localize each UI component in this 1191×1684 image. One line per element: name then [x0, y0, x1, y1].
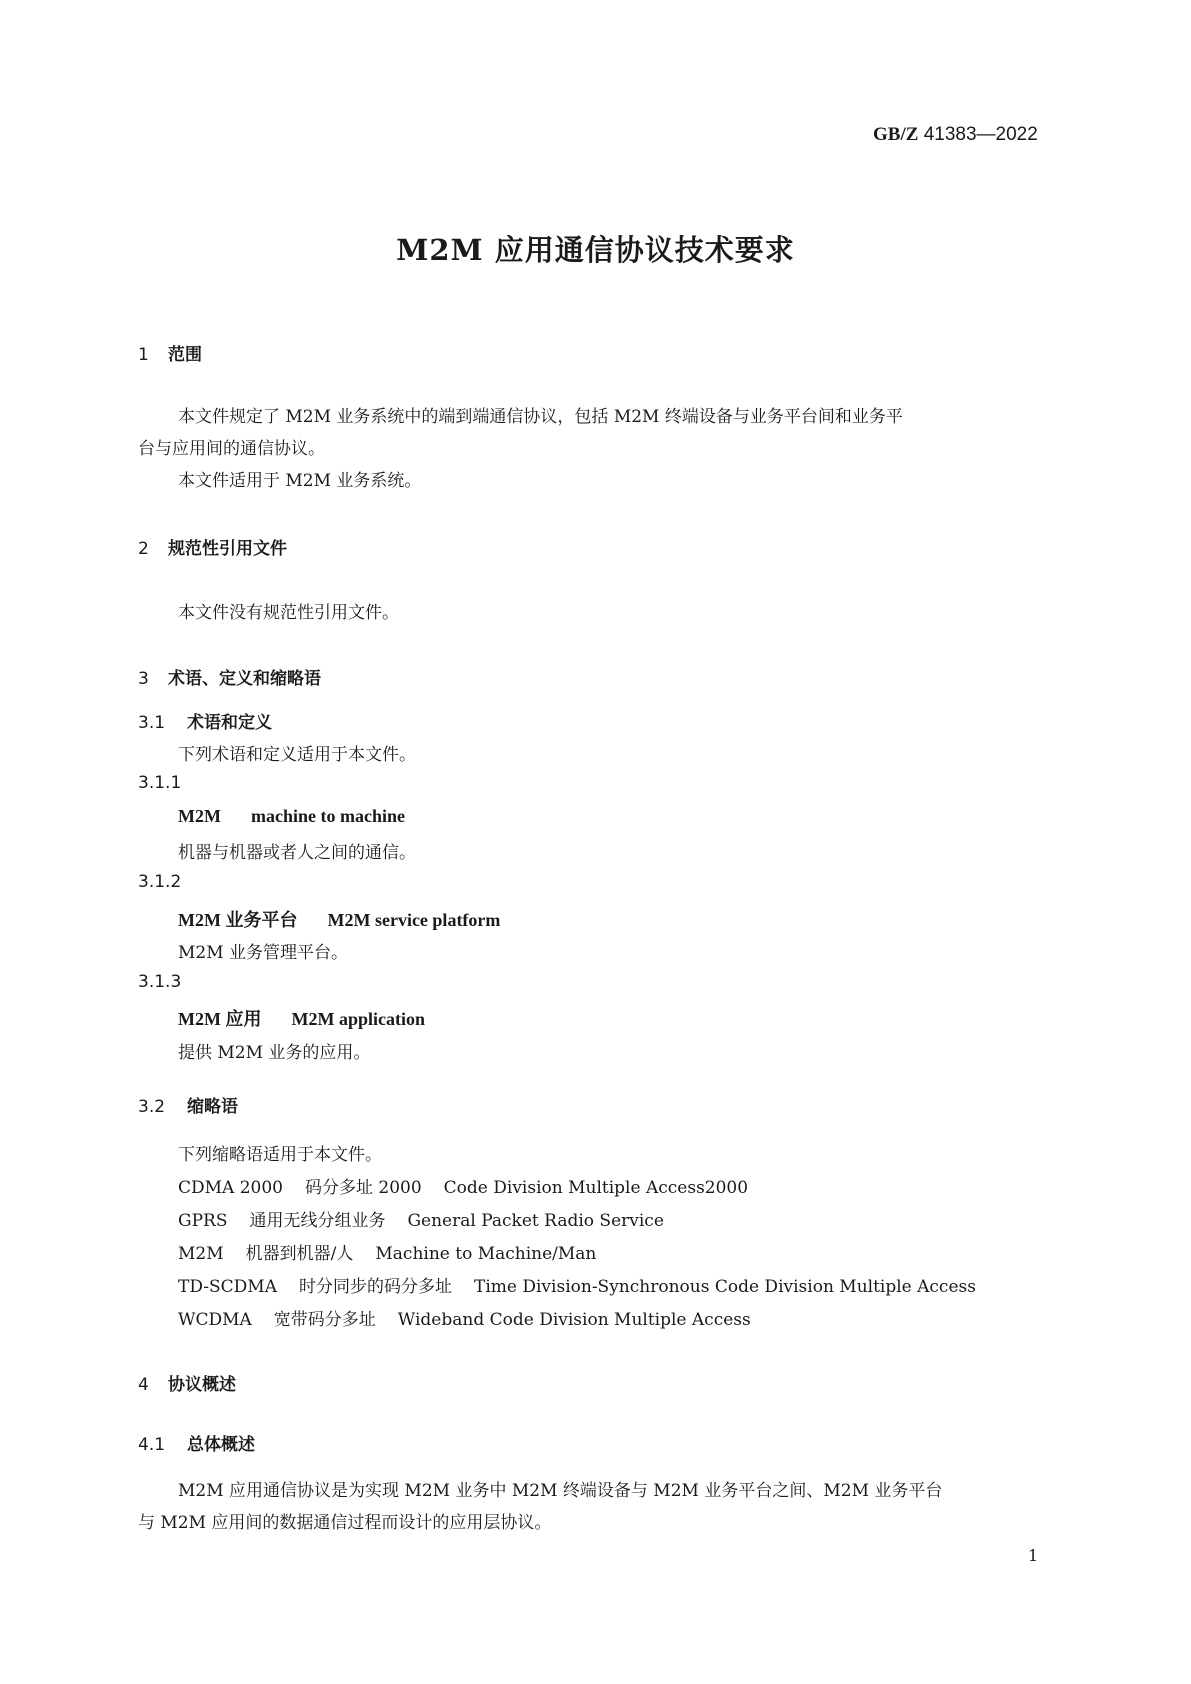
term-zh: M2M 应用 — [178, 1009, 262, 1029]
term-zh: M2M 业务平台 — [178, 910, 298, 930]
section-number: 3.2 — [138, 1097, 166, 1117]
section-title: 缩略语 — [187, 1097, 238, 1117]
abbr-en: Time Division-Synchronous Code Division Multiple Access — [474, 1277, 976, 1297]
term-number: 3.1.3 — [138, 972, 182, 992]
section-4-1-heading — [138, 1430, 255, 1455]
section-1-para-1-line-1: 本文件规定了 M2M 业务系统中的端到端通信协议，包括 M2M 终端设备与业务平台间和业务平 — [178, 407, 903, 427]
abbr-term: WCDMA — [178, 1310, 252, 1330]
section-title: 术语和定义 — [187, 713, 272, 733]
section-3-2-heading — [138, 1092, 238, 1117]
section-4-1-para-1-line-2: 与 M2M 应用间的数据通信过程而设计的应用层协议。 — [138, 1513, 552, 1533]
term-entry — [178, 1005, 425, 1031]
section-1-para-1-line-2: 台与应用间的通信协议。 — [138, 439, 325, 459]
section-3-heading — [138, 664, 321, 689]
section-number: 2 — [138, 539, 149, 559]
abbr-zh: 宽带码分多址 — [273, 1310, 376, 1330]
term-definition: M2M 业务管理平台。 — [178, 943, 349, 963]
term-definition: 提供 M2M 业务的应用。 — [178, 1043, 371, 1063]
abbr-term: M2M — [178, 1244, 224, 1264]
standard-prefix: GB/Z — [873, 124, 919, 145]
standard-code: 41383—2022 — [923, 124, 1038, 145]
abbr-en: Machine to Machine/Man — [375, 1244, 597, 1264]
abbr-term: TD-SCDMA — [178, 1277, 277, 1297]
abbr-en: Code Division Multiple Access2000 — [443, 1178, 749, 1198]
term-number: 3.1.1 — [138, 773, 182, 793]
term-entry — [178, 906, 500, 932]
page-number: 1 — [1028, 1546, 1039, 1565]
term-zh: M2M — [178, 806, 221, 826]
term-en: M2M application — [291, 1009, 425, 1029]
abbreviation-row — [178, 1206, 664, 1231]
section-4-heading — [138, 1370, 236, 1395]
section-3-2-intro: 下列缩略语适用于本文件。 — [178, 1145, 382, 1165]
abbr-zh: 时分同步的码分多址 — [299, 1277, 452, 1297]
abbreviation-row — [178, 1239, 596, 1264]
term-number: 3.1.2 — [138, 872, 182, 892]
section-title: 术语、定义和缩略语 — [168, 669, 321, 689]
abbr-term: CDMA 2000 — [178, 1178, 283, 1198]
section-3-1-intro: 下列术语和定义适用于本文件。 — [178, 745, 416, 765]
section-3-1-heading — [138, 708, 272, 733]
abbreviation-row — [178, 1305, 751, 1330]
section-title: 协议概述 — [168, 1375, 236, 1395]
document-title: M2M 应用通信协议技术要求 — [396, 233, 795, 267]
term-entry — [178, 806, 405, 827]
term-definition: 机器与机器或者人之间的通信。 — [178, 843, 416, 863]
section-1-para-2: 本文件适用于 M2M 业务系统。 — [178, 471, 422, 491]
abbr-term: GPRS — [178, 1211, 228, 1231]
section-number: 1 — [138, 345, 149, 365]
term-en: machine to machine — [250, 806, 405, 826]
abbr-en: General Packet Radio Service — [407, 1211, 664, 1231]
abbr-zh: 码分多址 2000 — [305, 1178, 422, 1198]
abbr-zh: 机器到机器/人 — [245, 1244, 354, 1264]
section-number: 4 — [138, 1375, 149, 1395]
section-title: 规范性引用文件 — [168, 539, 287, 559]
section-2-para-1: 本文件没有规范性引用文件。 — [178, 603, 399, 623]
abbreviation-row — [178, 1272, 976, 1297]
section-number: 3.1 — [138, 713, 166, 733]
section-2-heading — [138, 534, 287, 559]
abbr-en: Wideband Code Division Multiple Access — [397, 1310, 751, 1330]
section-number: 3 — [138, 669, 149, 689]
section-number: 4.1 — [138, 1435, 166, 1455]
section-title: 范围 — [168, 345, 202, 365]
section-1-heading — [138, 340, 202, 365]
section-4-1-para-1-line-1: M2M 应用通信协议是为实现 M2M 业务中 M2M 终端设备与 M2M 业务平台之间、M2M 业务平台 — [178, 1481, 943, 1501]
abbr-zh: 通用无线分组业务 — [249, 1211, 386, 1231]
abbreviation-row — [178, 1173, 748, 1198]
standard-number — [873, 124, 1038, 146]
term-en: M2M service platform — [327, 910, 501, 930]
section-title: 总体概述 — [187, 1435, 255, 1455]
